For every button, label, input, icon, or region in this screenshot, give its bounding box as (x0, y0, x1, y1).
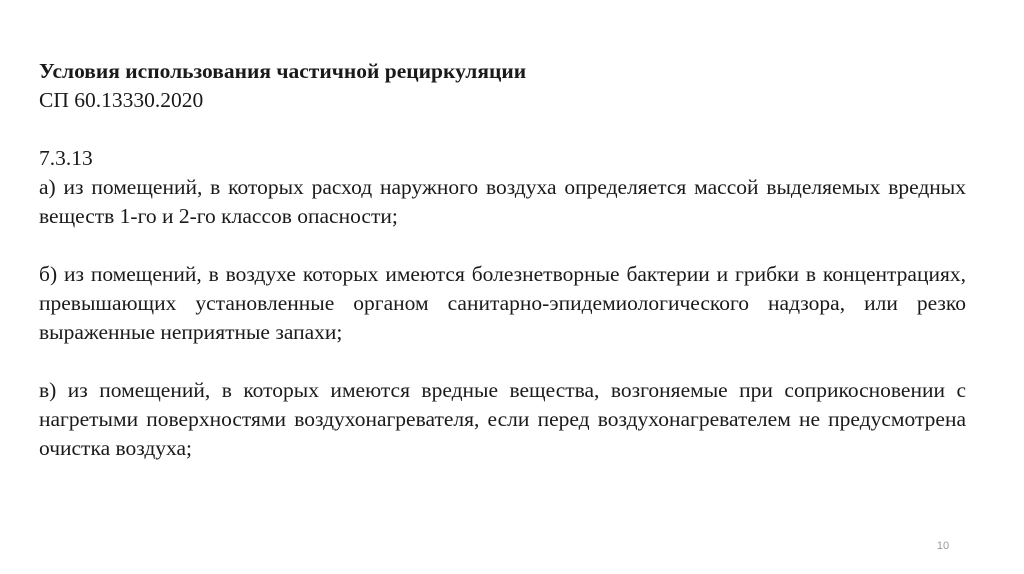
clause-item-b: б) из помещений, в воздухе которых имеются болезнетворные бактерии и грибки в концентрациях, превышающих установленные органом санитарно-эпидемиологического надзора, или резко выраженные неприятные запахи; (39, 262, 966, 344)
clause-number: 7.3.13 (39, 146, 93, 170)
page-number: 10 (936, 540, 950, 552)
slide-content (39, 57, 966, 463)
standard-reference: СП 60.13330.2020 (39, 88, 204, 112)
clause-item-c: в) из помещений, в которых имеются вредные вещества, возгоняемые при соприкосновении с нагретыми поверхностями воздухонагревателя, если перед воздухонагревателем не предусмотрена очистка воздуха; (39, 378, 966, 460)
slide-title: Условия использования частичной рециркуляции (39, 59, 527, 83)
clause-item-a: а) из помещений, в которых расход наружного воздуха определяется массой выделяемых вредных веществ 1-го и 2-го классов опасности; (39, 175, 966, 228)
